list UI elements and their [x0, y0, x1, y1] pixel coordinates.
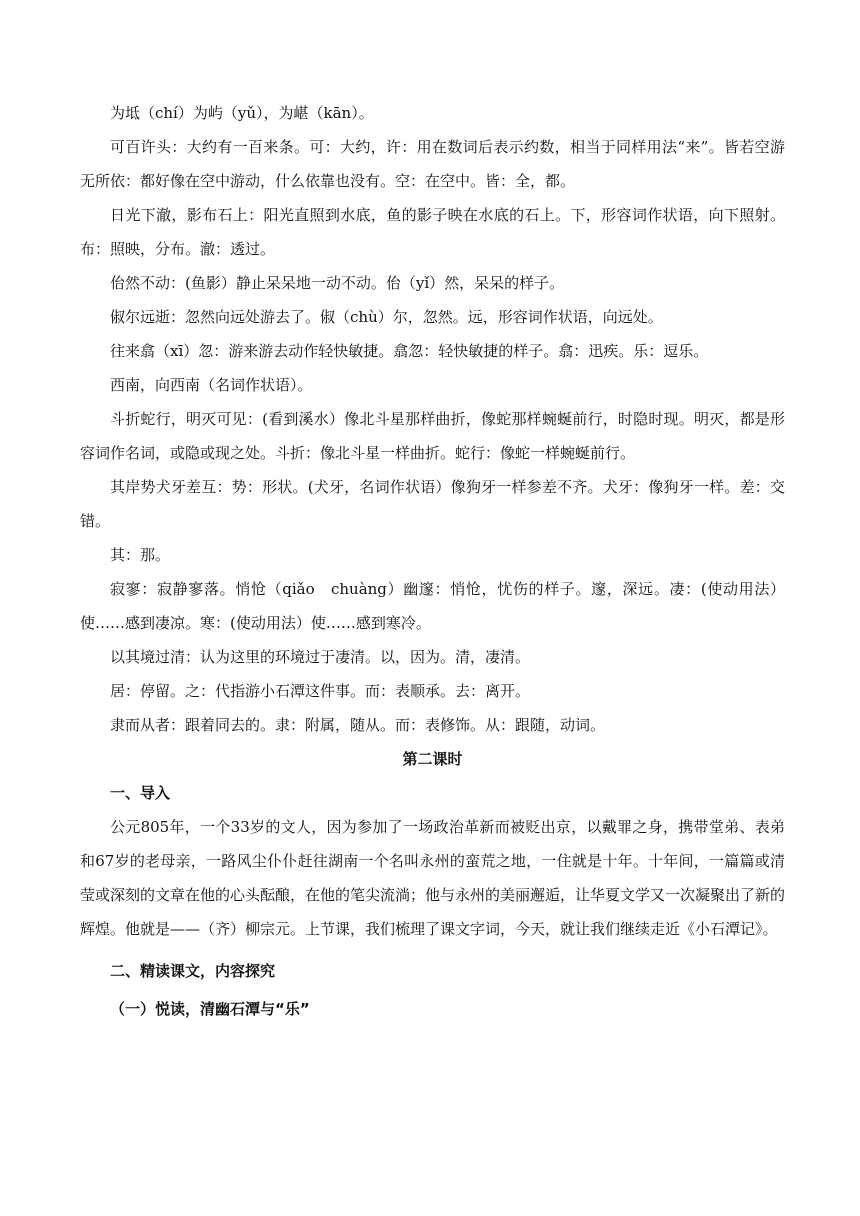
- annotation-line: 居：停留。之：代指游小石潭这件事。而：表顺承。去：离开。: [110, 682, 531, 700]
- annotation-line: 寂寥：寂静寥落。悄怆（qiǎo chuàng）幽邃：悄怆，忧伤的样子。邃，深远。凄：(使动用法）使……感到凄凉。寒：(使动用法）使……感到寒冷。: [80, 580, 785, 632]
- annotation-line: 佁然不动：(鱼影）静止呆呆地一动不动。佁（yǐ）然，呆呆的样子。: [110, 274, 565, 292]
- annotation-line: 其岸势犬牙差互：势：形状。(犬牙，名词作状语）像狗牙一样参差不齐。犬牙：像狗牙一样。差：交错。: [80, 478, 785, 530]
- section-heading-reading: 二、精读课文，内容探究: [110, 962, 276, 980]
- lesson-title: 第二课时: [402, 750, 463, 768]
- annotation-line: 俶尔远逝：忽然向远处游去了。俶（chù）尔，忽然。远，形容词作状语，向远处。: [110, 308, 663, 326]
- section-heading-intro: 一、导入: [110, 784, 171, 802]
- annotation-line: 以其境过清：认为这里的环境过于凄清。以，因为。清，凄清。: [110, 648, 531, 666]
- annotation-line: 西南，向西南（名词作状语）。: [110, 376, 313, 394]
- spacer: [80, 946, 785, 954]
- annotation-line: 隶而从者：跟着同去的。隶：附属，随从。而：表修饰。从：跟随，动词。: [110, 716, 606, 734]
- annotation-line: 其：那。: [110, 546, 171, 564]
- annotation-line: 可百许头：大约有一百来条。可：大约，许：用在数词后表示约数，相当于同样用法“来”。皆若空游无所依：都好像在空中游动，什么依靠也没有。空：在空中。皆：全，都。: [80, 138, 785, 190]
- subsection-heading: （一）悦读，清幽石潭与“乐”: [110, 1000, 310, 1018]
- intro-paragraph: 公元805年，一个33岁的文人，因为参加了一场政治革新而被贬出京，以戴罪之身，携带堂弟、表弟和67岁的老母亲，一路风尘仆仆赶往湖南一个名叫永州的蛮荒之地，一住就是十年。十年间，一篇篇或清莹或深刻的文章在他的心头酝酿，在他的笔尖流淌；他与永州的美丽邂逅，让华夏文学又一次凝聚出了新的辉煌。他就是——（齐）柳宗元。上节课，我们梳理了课文字词，今天，就让我们继续走近《小石潭记》。: [80, 818, 786, 938]
- annotation-line: 斗折蛇行，明灭可见：(看到溪水）像北斗星那样曲折，像蛇那样蜿蜒前行，时隐时现。明灭，都是形容词作名词，或隐或现之处。斗折：像北斗星一样曲折。蛇行：像蛇一样蜿蜒前行。: [80, 410, 785, 462]
- annotation-line: 往来翕（xī）忽：游来游去动作轻快敏捷。翕忽：轻快敏捷的样子。翕：迅疾。乐：逗乐。: [110, 342, 709, 360]
- annotation-line: 为坻（chí）为屿（yǔ），为嵁（kān）。: [110, 104, 374, 122]
- annotation-line: 日光下澈，影布石上：阳光直照到水底，鱼的影子映在水底的石上。下，形容词作状语，向下照射。布：照映，分布。澈：透过。: [80, 206, 785, 258]
- document-page: [80, 96, 785, 1026]
